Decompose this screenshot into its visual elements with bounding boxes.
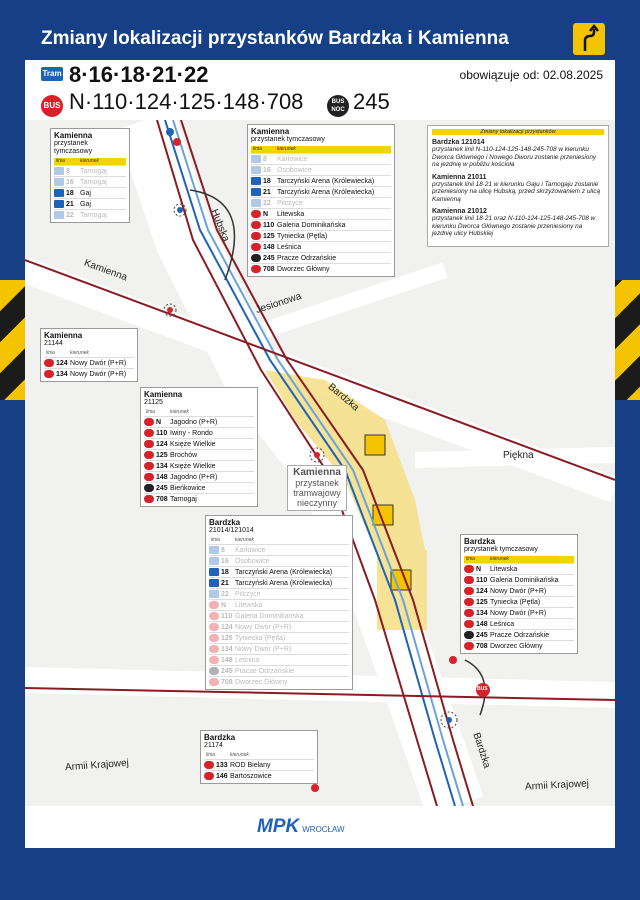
street-armii-left: Armii Krajowej: [64, 757, 130, 774]
bus-icon: [209, 634, 219, 642]
bus-icon: [464, 598, 474, 606]
tram-icon: [54, 167, 64, 175]
destination: Nowy Dwór (P+R): [235, 645, 292, 653]
line-number: 708: [221, 678, 233, 686]
destination: Tyniecka (Pętla): [277, 232, 328, 240]
bus-icon: [204, 772, 214, 780]
mpk-logo: MPK WROCŁAW: [257, 816, 345, 837]
destination: Tyniecka (Pętla): [490, 598, 541, 606]
column-headers: linia kierunek: [211, 537, 254, 543]
line-number: 110: [476, 576, 488, 584]
line-number: 146: [216, 772, 228, 780]
column-headers: linia kierunek: [206, 752, 249, 758]
line-number: 110: [221, 612, 233, 620]
destination: Galeria Dominikańska: [277, 221, 346, 229]
line-number: 148: [156, 473, 168, 481]
line-number: 134: [476, 609, 488, 617]
destination: Karłowice: [235, 546, 266, 554]
stop-box: [40, 328, 138, 382]
bus-icon: [204, 761, 214, 769]
bus-icon: [464, 565, 474, 573]
bus-icon: [144, 473, 154, 481]
column-headers: linia kierunek: [46, 350, 89, 356]
bus-icon: [209, 645, 219, 653]
departure-row: [251, 197, 391, 208]
column-headers: linia kierunek: [146, 409, 189, 415]
line-number: 16: [263, 166, 271, 174]
bus-icon: [209, 601, 219, 609]
lines-summary: [25, 60, 615, 120]
destination: Pilczyce: [235, 590, 261, 598]
destination: Dworzec Główny: [490, 642, 543, 650]
destination: Pracze Odrzańskie: [490, 631, 550, 639]
destination: Tarnogaj: [80, 167, 107, 175]
street-armii-right: Armii Krajowej: [524, 778, 590, 793]
street-bardzka-top: Bardzka: [325, 381, 361, 414]
stop-subtitle: 21014/121014: [209, 527, 254, 534]
stop-box: [205, 515, 353, 690]
bus-icon: [44, 370, 54, 378]
line-number: 125: [263, 232, 275, 240]
poster: [25, 18, 615, 848]
destination: Nowy Dwór (P+R): [70, 359, 127, 367]
detour-icon: [573, 23, 605, 55]
destination: Tarczyński Arena (Królewiecka): [277, 188, 375, 196]
stop-box: [50, 128, 130, 223]
tram-icon: [54, 200, 64, 208]
tram-icon: Tram: [41, 67, 63, 81]
line-number: 21: [66, 200, 74, 208]
night-bus-lines: 245: [353, 89, 390, 114]
tram-lines: 8·16·18·21·22: [69, 62, 209, 87]
departure-row: [144, 416, 254, 427]
departure-row: [251, 186, 391, 197]
street-hubska: Hubska: [208, 207, 232, 244]
destination: Brochów: [170, 451, 198, 459]
line-number: 134: [156, 462, 168, 470]
stop-title: Bardzka: [209, 518, 241, 527]
departure-row: [144, 449, 254, 460]
line-number: 21: [263, 188, 271, 196]
stop-box: [247, 124, 395, 277]
bus-icon: [251, 265, 261, 273]
destination: Tarczyński Arena (Królewiecka): [235, 568, 333, 576]
departure-row: [144, 460, 254, 471]
departure-row: [209, 632, 349, 643]
bus-icon: [144, 429, 154, 437]
departure-row: [209, 643, 349, 654]
destination: Tarczyński Arena (Królewiecka): [235, 579, 333, 587]
tram-icon: [209, 557, 219, 565]
destination: Litewska: [235, 601, 263, 609]
destination: Pracze Odrzańskie: [277, 254, 337, 262]
tram-icon: [251, 155, 261, 163]
line-number: N: [156, 418, 162, 426]
map: [25, 120, 615, 806]
line-number: 124: [221, 623, 233, 631]
destination: Leśnica: [235, 656, 260, 664]
destination: Osobowice: [277, 166, 312, 174]
bus-icon: [464, 642, 474, 650]
destination: Osobowice: [235, 557, 270, 565]
column-headers: linia kierunek: [464, 556, 574, 563]
line-number: 125: [156, 451, 168, 459]
departure-row: [209, 665, 349, 676]
departure-row: [251, 230, 391, 241]
destination: Nowy Dwór (P+R): [490, 609, 547, 617]
destination: Leśnica: [277, 243, 302, 251]
bus-icon: [251, 232, 261, 240]
bus-icon: [209, 612, 219, 620]
departure-row: [144, 493, 254, 504]
line-number: 134: [221, 645, 233, 653]
destination: Nowy Dwór (P+R): [235, 623, 292, 631]
street-piekna: Piękna: [503, 450, 534, 461]
bus-icon: [209, 678, 219, 686]
line-number: 133: [216, 761, 228, 769]
stop-subtitle: przystanek tymczasowy: [251, 136, 325, 143]
departure-row: [54, 198, 126, 209]
departure-row: [464, 563, 574, 574]
night-bus-icon: BUS NOC: [327, 95, 349, 117]
destination: Dworzec Główny: [235, 678, 288, 686]
tram-icon: [251, 166, 261, 174]
destination: Dworzec Główny: [277, 265, 330, 273]
departure-row: [54, 187, 126, 198]
departure-row: [251, 252, 391, 263]
line-number: N: [263, 210, 269, 218]
stop-subtitle: 21125: [144, 399, 163, 406]
valid-label: obowiązuje od:: [459, 68, 540, 82]
tram-icon: [251, 177, 261, 185]
stop-title: Kamienna: [251, 127, 290, 136]
departure-row: [251, 219, 391, 230]
line-number: 708: [156, 495, 168, 503]
tram-icon: [209, 579, 219, 587]
destination: ROD Bielany: [230, 761, 271, 769]
departure-row: [251, 208, 391, 219]
line-number: 125: [221, 634, 233, 642]
destination: Jagodno (P+R): [170, 473, 218, 481]
destination: Jagodno (P+R): [170, 418, 218, 426]
destination: Galeria Dominikańska: [235, 612, 304, 620]
stop-title: Kamienna: [144, 390, 183, 399]
stop-subtitle: przystanek tymczasowy: [54, 140, 93, 155]
departure-row: [209, 621, 349, 632]
line-number: 18: [263, 177, 271, 185]
street-jesionowa: Jesionowa: [254, 290, 303, 317]
bus-icon: [251, 210, 261, 218]
bus-icon: [144, 418, 154, 426]
bus-icon: [464, 620, 474, 628]
departure-row: [209, 588, 349, 599]
page-title: Zmiany lokalizacji przystanków Bardzka i Kamienna: [41, 28, 509, 49]
line-number: 708: [263, 265, 275, 273]
line-number: 18: [66, 189, 74, 197]
line-number: 245: [476, 631, 488, 639]
destination: Bartoszowice: [230, 772, 272, 780]
line-number: 21: [221, 579, 229, 587]
departure-row: [464, 574, 574, 585]
line-number: N: [221, 601, 227, 609]
night-bus-icon: [251, 254, 261, 262]
bus-icon: [251, 221, 261, 229]
line-number: 124: [476, 587, 488, 595]
departure-row: [209, 566, 349, 577]
destination: Bieńkowice: [170, 484, 206, 492]
valid-date: 02.08.2025: [542, 68, 603, 82]
departure-row: [464, 629, 574, 640]
destination: Tarnogaj: [170, 495, 197, 503]
tram-icon: [54, 178, 64, 186]
stop-title: Bardzka: [464, 537, 496, 546]
departure-row: [144, 438, 254, 449]
tram-icon: [209, 546, 219, 554]
departure-row: [144, 471, 254, 482]
line-number: 245: [156, 484, 168, 492]
bus-lines: N·110·124·125·148·708: [69, 89, 304, 114]
bus-icon: [144, 440, 154, 448]
departure-row: [209, 676, 349, 687]
departure-row: [464, 618, 574, 629]
line-number: 18: [221, 568, 229, 576]
bus-icon: [144, 495, 154, 503]
column-headers: linia kierunek: [54, 158, 126, 165]
destination: Litewska: [277, 210, 305, 218]
destination: Księże Wielkie: [170, 462, 216, 470]
line-number: 148: [476, 620, 488, 628]
destination: Tarnogaj: [80, 211, 107, 219]
line-number: 110: [263, 221, 275, 229]
line-number: 110: [156, 429, 168, 437]
destination: Tyniecka (Pętla): [235, 634, 286, 642]
line-number: 148: [263, 243, 275, 251]
street-kamienna: Kamienna: [82, 257, 129, 284]
stop-subtitle: 21144: [44, 340, 63, 347]
stop-box: [460, 534, 578, 654]
line-number: 125: [476, 598, 488, 606]
change-notice: Zmiany lokalizacji przystanków Bardzka 121014 przystanek linii N-110-124-125-148-245-708 w kierunku Dworca Głównego i Nowego Dworu zostanie przeniesiony na jezdnię w pobliżu kościoła Kamienna 21011 przystanek linii 18·21 w kierunku Gaju i Tarnogaju zostanie przeniesiony na ulicę Hubską, przed skrzyżowaniem z ulicą Kamienną Kamienna 21012 przystanek linii 18·21 oraz N-110-124-125-148-245-708 w kierunku Dworca Głównego zostanie przeniesiony na jezdnię ulicy Hubskiej: [427, 125, 609, 247]
departure-row: [209, 654, 349, 665]
tram-icon: [209, 568, 219, 576]
line-number: 8: [66, 167, 70, 175]
destination: Galeria Dominikańska: [490, 576, 559, 584]
bus-icon: [144, 462, 154, 470]
line-number: 124: [156, 440, 168, 448]
departure-row: [464, 607, 574, 618]
departure-row: [251, 153, 391, 164]
destination: Litewska: [490, 565, 518, 573]
stop-box: [200, 730, 318, 784]
departure-row: [464, 596, 574, 607]
night-bus-icon: [144, 484, 154, 492]
line-number: 148: [221, 656, 233, 664]
departure-row: [44, 368, 134, 379]
line-number: 708: [476, 642, 488, 650]
tram-icon: [54, 211, 64, 219]
departure-row: [209, 544, 349, 555]
destination: Tarczyński Arena (Królewiecka): [277, 177, 375, 185]
bus-icon: BUS: [41, 95, 63, 117]
stop-box: [140, 387, 258, 507]
bus-icon: [44, 359, 54, 367]
stop-title: Kamienna: [54, 131, 93, 140]
stop-title: Kamienna: [44, 331, 83, 340]
tram-icon: [251, 188, 261, 196]
destination: Leśnica: [490, 620, 515, 628]
inactive-stop-label: Kamienna przystanek tramwajowy nieczynny: [287, 465, 347, 511]
night-bus-icon: [464, 631, 474, 639]
line-number: 22: [66, 211, 74, 219]
destination: Gaj: [80, 200, 91, 208]
tram-icon: [209, 590, 219, 598]
bus-marker-label: BUS: [477, 686, 488, 692]
bus-icon: [464, 587, 474, 595]
bus-icon: [464, 576, 474, 584]
bus-icon: [209, 623, 219, 631]
line-number: 124: [56, 359, 68, 367]
departure-row: [251, 263, 391, 274]
line-number: 22: [263, 199, 271, 207]
column-headers: linia kierunek: [251, 146, 391, 153]
departure-row: [209, 599, 349, 610]
departure-row: [251, 164, 391, 175]
departure-row: [464, 640, 574, 651]
tram-icon: [251, 199, 261, 207]
destination: Iwiny - Rondo: [170, 429, 213, 437]
destination: Gaj: [80, 189, 91, 197]
line-number: 16: [221, 557, 229, 565]
line-number: 16: [66, 178, 74, 186]
destination: Księże Wielkie: [170, 440, 216, 448]
tram-icon: [54, 189, 64, 197]
destination: Nowy Dwór (P+R): [490, 587, 547, 595]
departure-row: [54, 209, 126, 220]
departure-row: [44, 357, 134, 368]
header: [25, 18, 615, 60]
valid-from: [460, 68, 603, 82]
line-number: 134: [56, 370, 68, 378]
departure-row: [204, 759, 314, 770]
departure-row: [144, 427, 254, 438]
bus-icon: [209, 656, 219, 664]
departure-row: [251, 241, 391, 252]
bus-icon: [144, 451, 154, 459]
street-bardzka-bottom: Bardzka: [470, 731, 493, 770]
line-number: N: [476, 565, 482, 573]
line-number: 8: [263, 155, 267, 163]
stop-title: Bardzka: [204, 733, 236, 742]
departure-row: [464, 585, 574, 596]
destination: Nowy Dwór (P+R): [70, 370, 127, 378]
departure-row: [251, 175, 391, 186]
stop-subtitle: 21174: [204, 742, 223, 749]
night-bus-icon: [209, 667, 219, 675]
departure-row: [209, 555, 349, 566]
line-number: 245: [263, 254, 275, 262]
line-number: 245: [221, 667, 233, 675]
destination: Karłowice: [277, 155, 308, 163]
destination: Pilczyce: [277, 199, 303, 207]
bus-icon: [464, 609, 474, 617]
departure-row: [209, 577, 349, 588]
line-number: 22: [221, 590, 229, 598]
destination: Tarnogaj: [80, 178, 107, 186]
departure-row: [54, 176, 126, 187]
footer: [25, 806, 615, 848]
destination: Pracze Odrzańskie: [235, 667, 295, 675]
departure-row: [204, 770, 314, 781]
departure-row: [54, 165, 126, 176]
departure-row: [209, 610, 349, 621]
bus-icon: [251, 243, 261, 251]
stop-subtitle: przystanek tymczasowy: [464, 546, 538, 553]
departure-row: [144, 482, 254, 493]
line-number: 8: [221, 546, 225, 554]
